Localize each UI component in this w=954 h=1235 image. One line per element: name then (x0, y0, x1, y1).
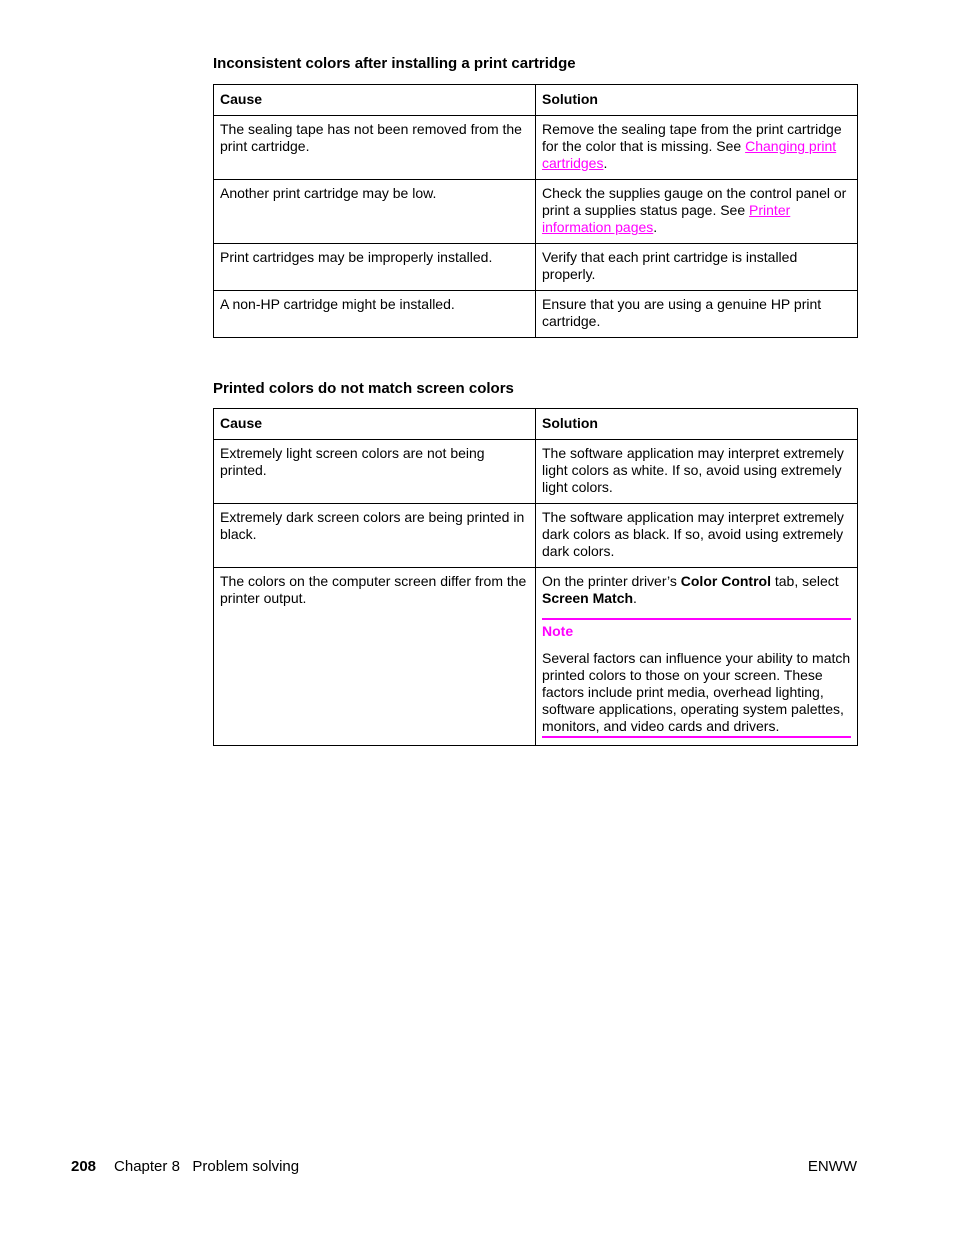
table-row (214, 504, 858, 568)
solution-text-end: . (653, 219, 658, 235)
ui-term-color-control: Color Control (680, 573, 771, 589)
column-header-solution: Solution (536, 409, 858, 440)
column-header-solution: Solution (536, 85, 858, 116)
table-row (214, 180, 858, 244)
solution-cell: The software application may interpret extremely light colors as white. If so, avoid using extremely light colors. (536, 440, 858, 504)
column-header-cause: Cause (214, 85, 536, 116)
solution-cell: Ensure that you are using a genuine HP print cartridge. (536, 291, 858, 338)
solution-text: On the printer driver’s (542, 573, 681, 589)
table-row (214, 440, 858, 504)
note-box (542, 618, 851, 738)
column-header-cause: Cause (214, 409, 536, 440)
cause-cell: The colors on the computer screen differ from the printer output. (214, 568, 536, 746)
page-footer (71, 1158, 857, 1176)
solution-text: Remove the sealing tape from the print cartridge for the color that is missing. See (542, 121, 842, 154)
solution-text-end: . (633, 590, 637, 606)
solution-cell (536, 116, 858, 180)
cause-cell: The sealing tape has not been removed from the print cartridge. (214, 116, 536, 180)
link-printer-information-pages[interactable]: Printer information pages (542, 202, 791, 235)
page-number: 208 (71, 1158, 97, 1175)
solution-text-end: . (603, 155, 608, 171)
solution-cell (536, 568, 858, 746)
table-header-row (214, 85, 858, 116)
table-row (214, 291, 858, 338)
table-row (214, 244, 858, 291)
chapter-label: Chapter 8 Problem solving (114, 1158, 300, 1175)
cause-cell: Extremely dark screen colors are being printed in black. (214, 504, 536, 568)
link-changing-print-cartridges[interactable]: Changing print cartridges (542, 138, 837, 171)
cause-cell: A non-HP cartridge might be installed. (214, 291, 536, 338)
solution-text: Check the supplies gauge on the control panel or print a supplies status page. See (542, 185, 847, 218)
cause-cell: Extremely light screen colors are not being printed. (214, 440, 536, 504)
solution-cell: The software application may interpret extremely dark colors as black. If so, avoid using extremely dark colors. (536, 504, 858, 568)
ui-term-screen-match: Screen Match (542, 590, 634, 606)
solution-cell (536, 180, 858, 244)
note-label: Note (542, 623, 574, 639)
section-title-printed-colors: Printed colors do not match screen colors (213, 380, 514, 397)
section-title-inconsistent-colors: Inconsistent colors after installing a print cartridge (213, 55, 576, 72)
troubleshooting-table-printed-colors (213, 408, 858, 746)
footer-locale-code: ENWW (807, 1158, 857, 1175)
table-row (214, 568, 858, 746)
table-row (214, 116, 858, 180)
solution-paragraph (542, 573, 851, 607)
troubleshooting-table-inconsistent-colors (213, 84, 858, 338)
note-text: Several factors can influence your ability to match printed colors to those on your screen. These factors include print media, overhead lighting, software applications, operating system palettes, monitors, and video cards and drivers. (542, 650, 851, 734)
cause-cell: Another print cartridge may be low. (214, 180, 536, 244)
solution-cell: Verify that each print cartridge is installed properly. (536, 244, 858, 291)
cause-cell: Print cartridges may be improperly installed. (214, 244, 536, 291)
solution-text-mid: tab, select (770, 573, 839, 589)
table-header-row (214, 409, 858, 440)
